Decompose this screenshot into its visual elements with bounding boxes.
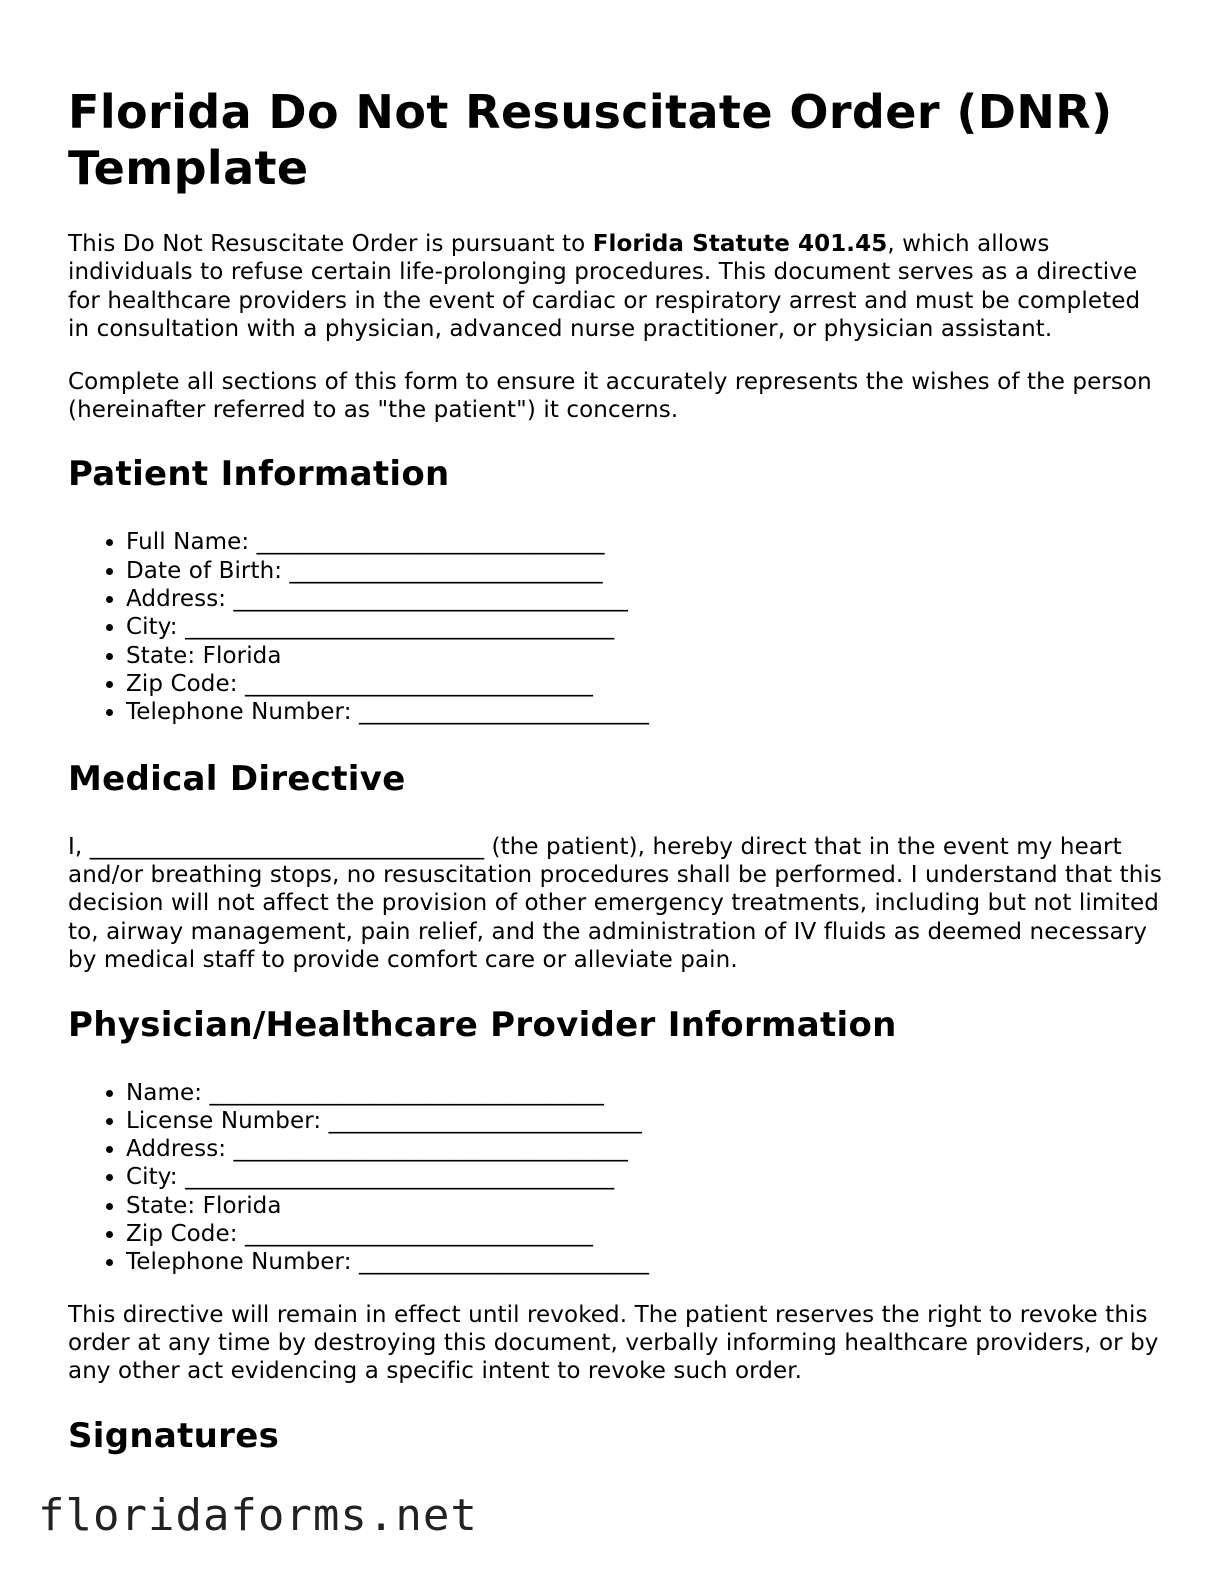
patient-information-list <box>68 528 1168 726</box>
patient-date-of-birth-field[interactable]: • Date of Birth: ___________________________ <box>126 557 1168 585</box>
provider-telephone-field[interactable]: • Telephone Number: _________________________ <box>126 1248 1168 1276</box>
document-page <box>68 84 1168 1490</box>
patient-address-field[interactable]: • Address: __________________________________ <box>126 585 1168 613</box>
medical-directive-paragraph: I, __________________________________ (the patient), hereby direct that in the event my heart and/or breathing stops, no resuscitation procedures shall be performed. I understand that this decision will not affect the provision of other emergency treatments, including but not limited to, airway management, pain relief, and the administration of IV fluids as deemed necessary by medical staff to provide comfort care or alleviate pain. <box>68 833 1162 974</box>
complete-note-paragraph: Complete all sections of this form to ensure it accurately represents the wishes of the person (hereinafter referred to as "the patient") it concerns. <box>68 368 1152 424</box>
provider-zip-code-field[interactable]: • Zip Code: ______________________________ <box>126 1220 1168 1248</box>
patient-full-name-field[interactable]: • Full Name: ______________________________ <box>126 528 1168 556</box>
provider-information-list <box>68 1079 1168 1277</box>
patient-city-field[interactable]: • City: _____________________________________ <box>126 613 1168 641</box>
patient-information-heading: Patient Information <box>68 454 450 495</box>
page-title: Florida Do Not Resuscitate Order (DNR) Template <box>68 85 1113 195</box>
provider-city-field[interactable]: • City: _____________________________________ <box>126 1163 1168 1191</box>
provider-information-heading: Physician/Healthcare Provider Information <box>68 1004 897 1045</box>
provider-license-number-field[interactable]: • License Number: ___________________________ <box>126 1107 1168 1135</box>
provider-state-field: • State: Florida <box>126 1192 1168 1220</box>
intro-text-end: , which allows individuals to refuse certain life-prolonging procedures. This document serves as a directive for healthcare providers in the event of cardiac or respiratory arrest and must be completed in consultation with a physician, advanced nurse practitioner, or physician assistant. <box>68 231 1141 343</box>
intro-paragraph <box>68 230 1168 344</box>
intro-text-start: This Do Not Resuscitate Order is pursuant to <box>68 231 593 257</box>
provider-address-field[interactable]: • Address: __________________________________ <box>126 1135 1168 1163</box>
patient-state-field: • State: Florida <box>126 642 1168 670</box>
patient-zip-code-field[interactable]: • Zip Code: ______________________________ <box>126 670 1168 698</box>
statute-reference: Florida Statute 401.45 <box>592 231 888 257</box>
provider-name-field[interactable]: • Name: __________________________________ <box>126 1079 1168 1107</box>
patient-telephone-field[interactable]: • Telephone Number: _________________________ <box>126 698 1168 726</box>
signatures-heading: Signatures <box>68 1415 280 1456</box>
medical-directive-heading: Medical Directive <box>68 758 406 799</box>
site-watermark: floridaforms.net <box>38 1490 478 1541</box>
revocation-paragraph: This directive will remain in effect until revoked. The patient reserves the right to revoke this order at any time by destroying this document, verbally informing healthcare providers, or by any other act evidencing a specific intent to revoke such order. <box>68 1301 1159 1385</box>
